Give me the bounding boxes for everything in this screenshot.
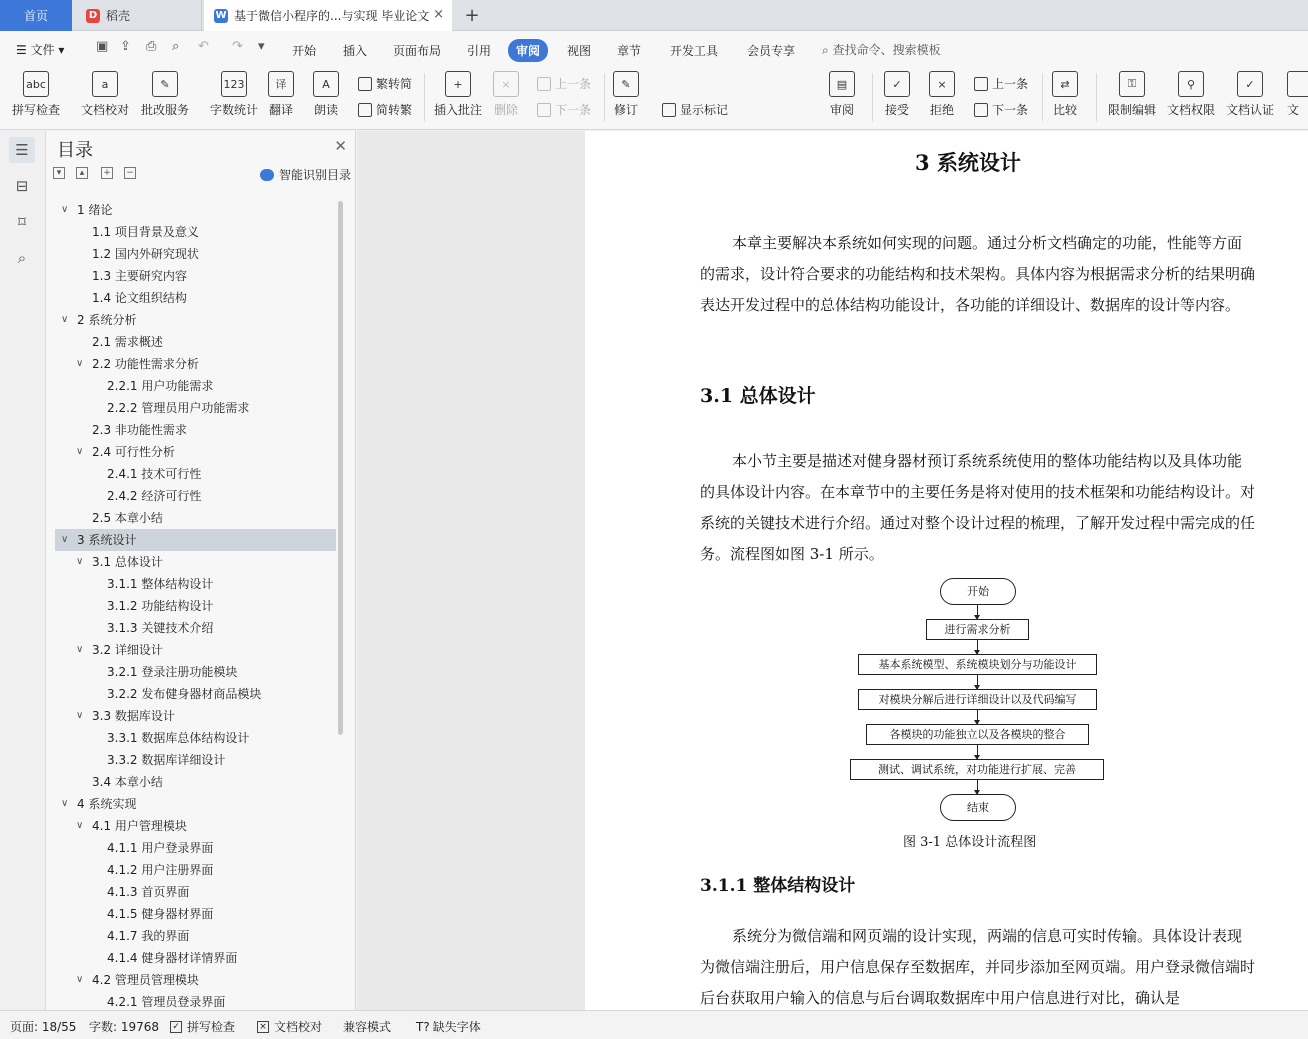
next-change-button[interactable] [974,101,1028,118]
tab-home[interactable] [0,0,72,31]
close-icon[interactable]: ✕ [334,137,347,155]
flow-arrow [977,745,978,759]
word-count-button[interactable] [210,71,258,123]
next-comment-button[interactable] [537,101,591,118]
chevron-down-icon[interactable]: ∨ [76,556,84,567]
translate-icon: 译 [268,71,294,97]
toc-item-label: 3.1.2 功能结构设计 [107,599,214,613]
chevron-down-icon[interactable]: ∨ [76,710,84,721]
review-pane-icon: ▤ [829,71,855,97]
toc-item[interactable] [55,265,336,287]
chevron-down-icon[interactable]: ∨ [76,358,84,369]
undo-icon[interactable]: ↶ [198,39,209,54]
toc-item[interactable] [55,705,336,727]
doc-permission-button[interactable] [1167,71,1215,123]
proofread-button[interactable] [81,71,129,123]
file-menu-label: 文件 [30,43,55,57]
command-search-label: 查找命令、搜索模板 [832,43,941,57]
tab-daoke[interactable] [72,0,202,31]
flow-step: 对模块分解后进行详细设计以及代码编写 [858,689,1097,710]
export-icon[interactable]: ⇪ [120,39,131,54]
subsection-paragraph: 系统分为微信端和网页端的设计实现，两端的信息可实时传输。具体设计表现为微信端注册后，用户信息保存至数据库，并同步添加至网页端。用户登录微信端时后台获取用户输入的信息与后台调取数据库中用户信息进行对比，确认是 [700,927,1256,1007]
compare-label: 比较 [1052,103,1077,117]
read-aloud-icon: A [313,71,339,97]
permission-icon: ⚲ [1178,71,1204,97]
prev-comment-label: 上一条 [555,77,592,91]
tab-daoke-label: 稻壳 [106,9,131,23]
simp-to-trad-label: 简转繁 [376,103,413,117]
menu-review[interactable]: 审阅 [508,39,548,62]
menu-layout[interactable]: 页面布局 [393,44,442,58]
status-bar [0,1010,1308,1039]
writer-icon: W [215,9,227,21]
toc-item[interactable] [55,419,336,441]
page-indicator[interactable]: 页面: 18/55 [10,1020,77,1034]
outline-pane-icon[interactable]: ⊟ [15,177,29,195]
toc-item-label: 3.4 本章小结 [92,775,163,789]
toc-item-label: 4.1.7 我的界面 [107,929,190,943]
toc-item[interactable] [55,507,336,529]
section-paragraph: 本小节主要是描述对健身器材预订系统系统使用的整体功能结构以及具体功能的具体设计内容。在本章节中的主要任务是将对使用的技术框架和功能结构设计。对系统的关键技术进行介绍。通过对整个设计过程的梳理，了解开发过程中需完成的任务。流程图如图 3-1 所示。 [700,452,1256,563]
restrict-edit-label: 限制编辑 [1108,103,1157,117]
reject-icon: × [929,71,955,97]
toc-scrollbar[interactable] [338,201,343,735]
show-markup-button[interactable] [662,101,728,118]
menu-insert[interactable]: 插入 [343,44,368,58]
toc-item[interactable] [55,639,336,661]
figure-caption: 图 3-1 总体设计流程图 [903,835,1037,850]
intro-paragraph: 本章主要解决本系统如何实现的问题。通过分析文档确定的功能，性能等方面的需求，设计符合要求的功能结构和技术架构。具体内容为根据需求分析的结果明确表达开发过程中的总体结构功能设计，各功能的详细设计、数据库的设计等内容。 [700,234,1256,314]
toc-item[interactable] [55,199,336,221]
spell-check-button[interactable] [12,71,60,123]
prev-comment-button[interactable] [537,75,591,92]
flow-step: 进行需求分析 [926,619,1029,640]
toc-item[interactable] [55,617,336,639]
trad-simp-icon [358,77,372,91]
toc-item-label: 4 系统实现 [77,797,137,811]
chevron-down-icon[interactable]: ∨ [76,446,84,457]
compare-icon: ⇄ [1052,71,1078,97]
doc-permission-label: 文档权限 [1167,103,1216,117]
toc-item-label: 1.3 主要研究内容 [92,269,187,283]
proofread-icon: a [92,71,118,97]
delete-comment-icon: × [493,71,519,97]
toc-pane-icon[interactable]: ☰ [9,137,35,163]
flow-start: 开始 [940,578,1016,605]
search-pane-icon[interactable]: ⌕ [17,249,27,267]
toc-item[interactable] [55,463,336,485]
doc-auth-button[interactable] [1226,71,1274,123]
trad-to-simp-label: 繁转简 [376,77,413,91]
toc-item[interactable] [55,375,336,397]
toc-item[interactable] [55,903,336,925]
more-ribbon-label: 文 [1287,103,1300,117]
file-menu[interactable]: ☰ 文件 ▾ [16,43,65,57]
next-comment-label: 下一条 [555,103,592,117]
status-spell-check-label: 拼写检查 [187,1020,236,1034]
toc-item-label: 3.3 数据库设计 [92,709,175,723]
next-change-label: 下一条 [992,103,1029,117]
ribbon-divider [1042,73,1043,121]
toc-item-label: 4.1.5 健身器材界面 [107,907,214,921]
toc-item[interactable] [55,793,336,815]
review-service-icon: ✎ [152,71,178,97]
toc-item-label: 4.1.2 用户注册界面 [107,863,214,877]
delete-comment-label: 删除 [493,103,518,117]
toc-item-label: 4.2 管理员管理模块 [92,973,199,987]
toc-item-label: 2.5 本章小结 [92,511,163,525]
word-count[interactable]: 字数: 19768 [89,1020,160,1034]
compat-mode: 兼容模式 [343,1020,392,1034]
collapse-all-icon[interactable]: ▾ [53,167,65,179]
flow-arrow [977,640,978,654]
toc-item[interactable] [55,221,336,243]
toc-list [55,199,336,1010]
document-page[interactable] [585,131,1308,1010]
prev-change-icon [974,77,988,91]
toc-item-label: 2.2 功能性需求分析 [92,357,199,371]
accept-label: 接受 [884,103,909,117]
flow-arrow [977,675,978,689]
toc-item-label: 3.2.2 发布健身器材商品模块 [107,687,262,701]
toc-item-label: 2.3 非功能性需求 [92,423,187,437]
shield-icon: ✓ [1237,71,1263,97]
next-comment-icon [537,103,551,117]
accept-icon: ✓ [884,71,910,97]
toc-item-label: 1.4 论文组织结构 [92,291,187,305]
ribbon-divider [424,73,425,121]
toc-item-label: 3.1.3 关键技术介绍 [107,621,214,635]
menu-view[interactable]: 视图 [567,44,592,58]
toc-item[interactable] [55,837,336,859]
toc-item[interactable] [55,485,336,507]
daoke-icon: D [86,9,100,23]
toc-item[interactable] [55,353,336,375]
track-changes-button[interactable] [613,71,639,123]
flow-step: 各模块的功能独立以及各模块的整合 [866,724,1089,745]
menu-start[interactable]: 开始 [292,44,317,58]
toc-item-label: 3.2 详细设计 [92,643,163,657]
toc-item-label: 3 系统设计 [77,533,137,547]
review-service-label: 批改服务 [141,103,190,117]
toc-item-label: 3.3.1 数据库总体结构设计 [107,731,250,745]
toc-panel [47,131,356,1010]
prev-change-button[interactable] [974,75,1028,92]
bookmark-icon[interactable]: ⌑ [18,213,26,231]
flow-arrow [977,710,978,724]
toc-item[interactable] [55,749,336,771]
search-icon: ⌕ [822,43,829,57]
ribbon-divider [872,73,873,121]
toc-item-label: 4.2.1 管理员登录界面 [107,995,226,1009]
toc-item-label: 2.2.1 用户功能需求 [107,379,214,393]
menu-reference[interactable]: 引用 [467,44,492,58]
subsection-heading: 3.1.1 整体结构设计 [700,876,856,896]
toc-item[interactable] [55,771,336,793]
read-aloud-button[interactable] [313,71,339,123]
more-ribbon-button[interactable] [1287,71,1308,123]
smart-toc-icon [260,169,274,181]
toc-item[interactable] [55,683,336,705]
toc-item-label: 4.1.4 健身器材详情界面 [107,951,238,965]
toc-item[interactable] [55,331,336,353]
prev-change-label: 上一条 [992,77,1029,91]
toc-item-label: 3.3.2 数据库详细设计 [107,753,226,767]
toc-item-label: 1.2 国内外研究现状 [92,247,199,261]
insert-comment-button[interactable] [434,71,482,123]
toc-item[interactable] [55,287,336,309]
restrict-edit-button[interactable] [1108,71,1156,123]
toc-item-label: 2 系统分析 [77,313,137,327]
flow-arrow [977,605,978,619]
preview-icon[interactable]: ⌕ [172,39,180,54]
ribbon-divider [1096,73,1097,121]
new-tab-button[interactable]: + [464,5,480,26]
proofread-status-icon: × [257,1021,269,1033]
delete-comment-button[interactable] [493,71,519,123]
translate-button[interactable] [268,71,294,123]
tab-document-label: 基于微信小程序的...与实现 毕业论文 [234,9,430,23]
status-spell-check[interactable] [170,1018,235,1035]
toc-item-label: 4.1.1 用户登录界面 [107,841,214,855]
show-markup-label: 显示标记 [680,103,729,117]
toc-item[interactable] [55,595,336,617]
toc-item[interactable] [55,859,336,881]
ribbon-divider [604,73,605,121]
compare-button[interactable] [1052,71,1078,123]
flow-arrow [977,780,978,794]
flow-end: 结束 [940,794,1016,821]
reject-label: 拒绝 [929,103,954,117]
toc-item-label: 1 绪论 [77,203,113,217]
toc-item[interactable] [55,815,336,837]
chevron-down-icon[interactable]: ∨ [76,974,84,985]
expand-up-icon[interactable]: ▴ [76,167,88,179]
toc-item[interactable] [55,925,336,947]
toc-item[interactable] [55,727,336,749]
spell-check-icon: abc [23,71,49,97]
toc-item[interactable] [55,243,336,265]
toc-item[interactable] [55,947,336,969]
redo-icon[interactable]: ↷ [232,39,243,54]
more-icon[interactable]: ▾ [258,39,265,54]
word-count-icon: 123 [221,71,247,97]
chevron-down-icon[interactable]: ∨ [61,798,69,809]
tab-bar [0,0,1308,31]
toc-item-label: 4.1.3 首页界面 [107,885,190,899]
toc-item[interactable] [55,309,336,331]
section-heading: 3.1 总体设计 [700,385,816,407]
review-service-button[interactable] [141,71,189,123]
prev-comment-icon [537,77,551,91]
toc-item-label: 2.1 需求概述 [92,335,163,349]
chevron-down-icon[interactable]: ∨ [61,204,69,215]
toc-item-label: 3.1.1 整体结构设计 [107,577,214,591]
menu-devtools[interactable]: 开发工具 [670,44,719,58]
missing-font-label: 缺失字体 [432,1020,481,1034]
checkbox-checked-icon: ✓ [170,1021,182,1033]
missing-font-icon: T? [416,1019,430,1034]
translate-label: 翻译 [268,103,293,117]
lock-icon: ⚿ [1119,71,1145,97]
chevron-down-icon[interactable]: ∨ [61,314,69,325]
missing-font[interactable] [416,1018,481,1035]
track-changes-label: 修订 [613,103,638,117]
chevron-down-icon[interactable]: ∨ [76,820,84,831]
read-aloud-label: 朗读 [313,103,338,117]
toc-item[interactable] [55,529,336,551]
word-count-label: 字数统计 [210,103,259,117]
navigation-sidebar [0,131,46,1010]
command-search[interactable] [822,41,941,58]
toc-item[interactable] [55,661,336,683]
toc-item-label: 2.4.1 技术可行性 [107,467,202,481]
toc-item[interactable] [55,441,336,463]
simp-to-trad-button[interactable] [358,101,412,118]
status-proofread[interactable] [257,1018,322,1035]
reject-button[interactable] [929,71,955,123]
toc-item-label: 2.4 可行性分析 [92,445,175,459]
toc-item[interactable] [55,881,336,903]
insert-comment-icon: + [445,71,471,97]
next-change-icon [974,103,988,117]
status-proofread-label: 文档校对 [274,1020,323,1034]
print-icon[interactable]: ⎙ [146,39,157,54]
toc-item-label: 2.4.2 经济可行性 [107,489,202,503]
tab-document[interactable] [204,0,452,31]
toc-item[interactable] [55,969,336,991]
doc-auth-label: 文档认证 [1226,103,1275,117]
ribbon-review [0,67,1308,130]
chevron-down-icon[interactable]: ∨ [76,644,84,655]
toc-item-label: 1.1 项目背景及意义 [92,225,199,239]
toc-item[interactable] [55,397,336,419]
spell-check-label: 拼写检查 [12,103,61,117]
smart-toc-button[interactable] [260,166,351,183]
review-pane-label: 审阅 [829,103,854,117]
menu-member[interactable]: 会员专享 [747,44,796,58]
accept-button[interactable] [884,71,910,123]
chapter-heading: 3 系统设计 [915,150,1021,175]
close-tab-icon[interactable]: × [433,7,444,22]
toc-item[interactable] [55,991,336,1010]
toc-item-label: 2.2.2 管理员用户功能需求 [107,401,250,415]
menu-chapter[interactable]: 章节 [617,44,642,58]
toc-item-label: 3.2.1 登录注册功能模块 [107,665,238,679]
flow-step: 测试、调试系统，对功能进行扩展、完善 [850,759,1104,780]
document-icon [1287,71,1308,97]
menu-bar [0,31,1308,67]
insert-comment-label: 插入批注 [434,103,483,117]
smart-toc-label: 智能识别目录 [278,168,351,182]
toc-item-label: 4.1 用户管理模块 [92,819,187,833]
chevron-down-icon[interactable]: ∨ [61,534,69,545]
show-markup-icon [662,103,676,117]
flow-step: 基本系统模型、系统模块划分与功能设计 [858,654,1097,675]
remove-level-icon[interactable]: − [124,167,136,179]
simp-trad-icon [358,103,372,117]
toc-title: 目录 [57,140,93,161]
toc-item[interactable] [55,573,336,595]
review-pane-button[interactable] [829,71,855,123]
tab-home-label: 首页 [23,9,48,23]
toc-item-label: 3.1 总体设计 [92,555,163,569]
proofread-label: 文档校对 [81,103,130,117]
track-changes-icon: ✎ [613,71,639,97]
trad-to-simp-button[interactable] [358,75,412,92]
save-icon[interactable]: ▣ [96,39,109,54]
toc-item[interactable] [55,551,336,573]
add-level-icon[interactable]: + [101,167,113,179]
